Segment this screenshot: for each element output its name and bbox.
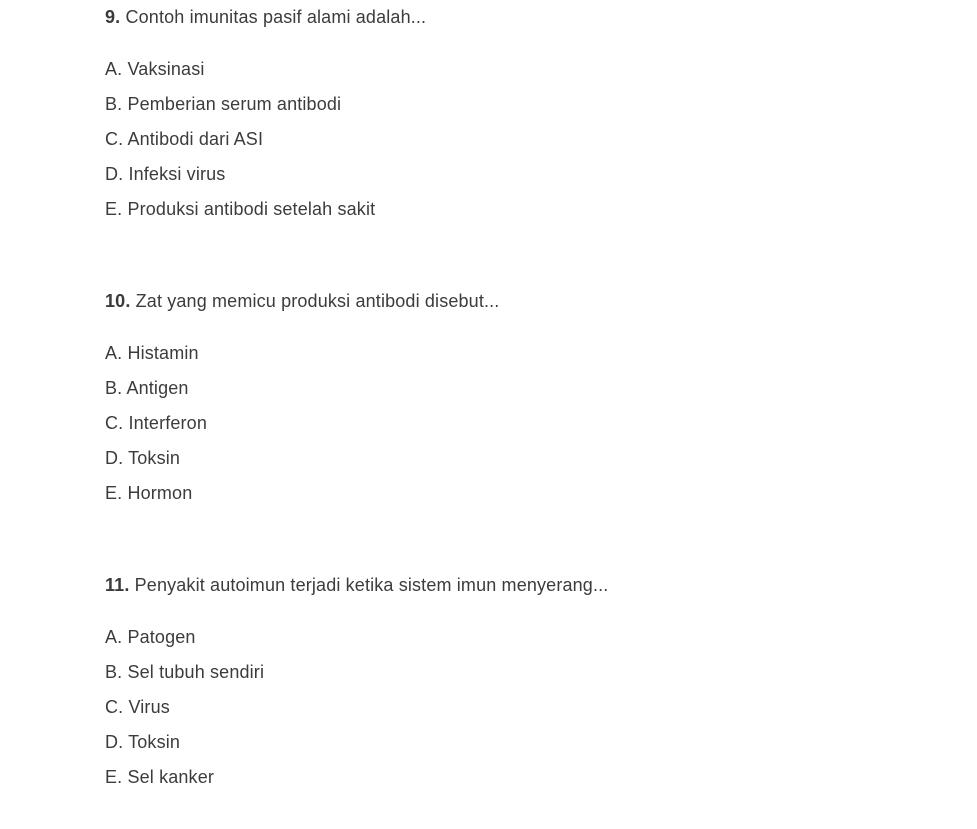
option-b: B. Pemberian serum antibodi	[105, 94, 342, 114]
question-stem	[105, 289, 925, 313]
option-b: B. Antigen	[105, 378, 189, 398]
question-text: Penyakit autoimun terjadi ketika sistem imun menyerang...	[134, 575, 609, 595]
question-9	[105, 5, 925, 221]
option-e: E. Sel kanker	[105, 767, 215, 787]
question-stem	[105, 573, 925, 597]
option-list	[105, 625, 925, 789]
question-number: 9.	[105, 7, 121, 27]
option-d: D. Toksin	[105, 732, 181, 752]
option-c: C. Virus	[105, 697, 170, 717]
option-c: C. Interferon	[105, 413, 207, 433]
question-number: 11.	[105, 575, 130, 595]
option-a: A. Vaksinasi	[105, 59, 205, 79]
option-list	[105, 57, 925, 221]
option-d: D. Infeksi virus	[105, 164, 226, 184]
option-d: D. Toksin	[105, 448, 181, 468]
question-text: Contoh imunitas pasif alami adalah...	[125, 7, 427, 27]
question-10	[105, 289, 925, 505]
option-e: E. Hormon	[105, 483, 193, 503]
option-a: A. Histamin	[105, 343, 199, 363]
question-11	[105, 573, 925, 789]
option-list	[105, 341, 925, 505]
question-text: Zat yang memicu produksi antibodi disebut...	[135, 291, 500, 311]
option-b: B. Sel tubuh sendiri	[105, 662, 265, 682]
option-c: C. Antibodi dari ASI	[105, 129, 264, 149]
option-a: A. Patogen	[105, 627, 196, 647]
option-e: E. Produksi antibodi setelah sakit	[105, 199, 376, 219]
question-stem	[105, 5, 925, 29]
question-number: 10.	[105, 291, 131, 311]
